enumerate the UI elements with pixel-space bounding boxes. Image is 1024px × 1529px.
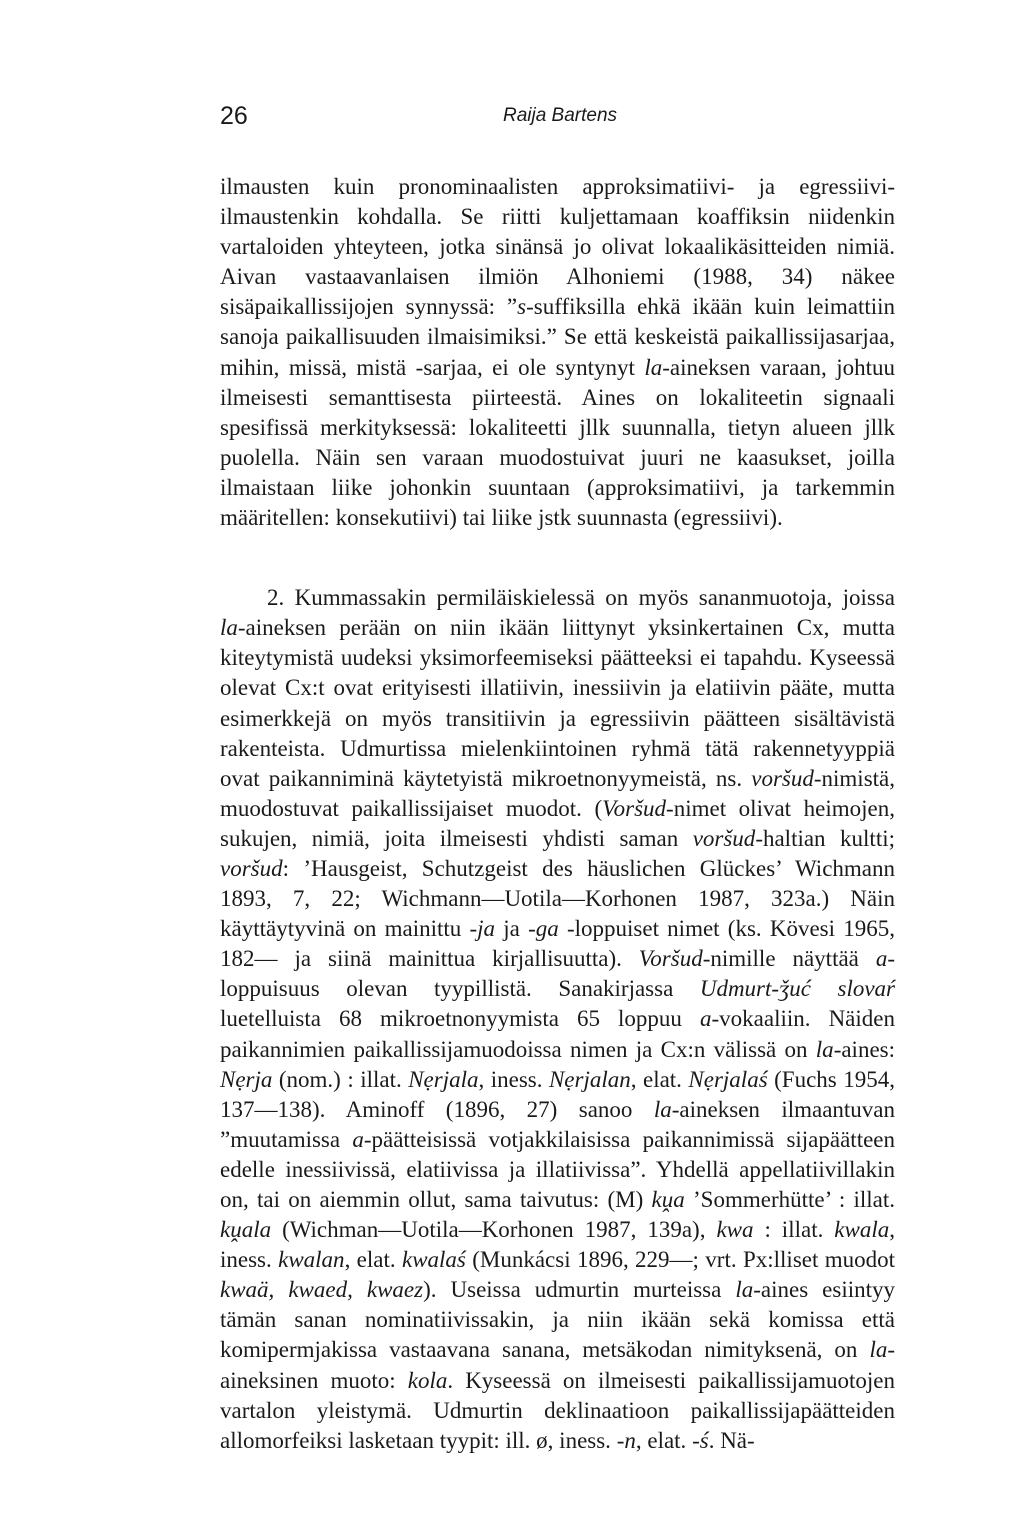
- text-run: -aineksen varaan, johtuu ilmeisesti semanttisesta piirteestä. Aines on lokaliteetin signaali spesifissä merkityksessä: lokaliteetti jllk suunnalla, tietyn alueen jllk puolella. Näin sen varaan muodostuivat juuri ne kaasukset, joilla ilmaistaan liike johonkin suuntaan (approksimatiivi, ja tarkemmin määritellen: konsekutiivi) tai liike jstk suunnasta (egressiivi).: [220, 354, 895, 531]
- italic-run: Nẹrjalan: [548, 1066, 631, 1092]
- text-run: -aineksen ilmaantuvan ”muutamissa: [220, 1096, 895, 1152]
- text-run: , elat.: [630, 1066, 689, 1092]
- italic-run: la: [735, 1277, 754, 1303]
- text-run: -vokaaliin. Näiden paikannimien paikallissijamuodoissa nimen ja Cx:n välissä on: [220, 1006, 895, 1062]
- paragraph-1: [220, 172, 895, 533]
- text-run: Kummassakin permiläiskielessä on myös sananmuotoja, joissa: [284, 585, 895, 611]
- text-run: , elat.: [635, 1427, 693, 1453]
- page-number: 26: [220, 102, 248, 130]
- italic-run: Voršud: [602, 795, 667, 821]
- text-run: (Fuchs 1954, 137—138). Aminoff (1896, 27) sanoo: [220, 1066, 895, 1122]
- italic-run: -ja: [469, 916, 496, 942]
- text-run: , iness.: [220, 1217, 895, 1273]
- section-number: 2.: [267, 585, 285, 611]
- text-run: -loppuiset nimet (ks. Kövesi 1965, 182— ja siinä mainittua kirjallisuutta).: [220, 916, 895, 972]
- text-run: (Wichman—Uotila—Korhonen 1987, 139a),: [271, 1217, 717, 1243]
- text-run: ilmausten kuin pronominaalisten approksimatiivi- ja egressiivi-ilmaustenkin kohdalla. Se riitti kuljettamaan koaffiksin niidenkin vartaloiden yhteyteen, jotka sinänsä jo olivat lokaalikäsitteiden nimiä. Aivan vastaavanlaisen ilmiön Alhoniemi (1988, 34) näkee sisäpaikallissijojen synnyssä: ”: [220, 174, 895, 320]
- italic-run: -ga: [528, 916, 559, 942]
- text-run: ’Sommerhütte’ : illat.: [684, 1187, 895, 1212]
- text-run: -nimet olivat heimojen, sukujen, nimiä, joita ilmeisesti yhdisti saman: [220, 795, 896, 851]
- text-run: -aines esiintyy tämän sanan nominatiivissakin, ja niin ikään sekä komissa että komipermjakissa vastaavana sanana, metsäkodan nimityksenä, on: [220, 1277, 896, 1363]
- text-run: (nom.) : illat.: [272, 1066, 409, 1092]
- text-run: (Munkácsi 1896, 229—; vrt. Px:lliset muodot: [465, 1247, 895, 1273]
- italic-run: kwaä, kwaed, kwaez: [220, 1277, 424, 1303]
- text-run: ja: [495, 916, 529, 942]
- text-run: -aineksinen muoto:: [220, 1337, 895, 1393]
- text-run: -aines:: [833, 1036, 895, 1062]
- text-run: -aineksen perään on niin ikään liittynyt yksinkertainen Cx, mutta kiteytymistä uudeksi yksimorfeemiseksi päätteeksi ei tapahdu. Kyseessä olevat Cx:t ovat erityisesti illatiivin, inessiivin ja elatiivin pääte, mutta esimerkkejä on myös transitiivin ja egressiivin päätteen sisältävistä rakenteista. Udmurtissa mielenkiintoinen ryhmä tätä rakennetyyppiä ovat paikanniminä käytetyistä mikroetnonyymeistä, ns.: [220, 615, 895, 791]
- text-run: -loppuisuus olevan tyypillistä. Sanakirjassa: [220, 946, 895, 1002]
- italic-run: kwa: [716, 1217, 754, 1243]
- italic-run: kṷa: [651, 1187, 685, 1212]
- body-text: [220, 172, 895, 1456]
- text-run: : ’Hausgeist, Schutzgeist des häuslichen Glückes’ Wichmann 1893, 7, 22; Wichmann—Uotila—Korhonen 1987, 323a.) Näin käyttäytyvinä on mainittu: [220, 855, 895, 942]
- text-run: luetelluista 68 mikroetnonyymista 65 loppuu: [220, 1006, 701, 1032]
- italic-run: -n: [616, 1427, 636, 1453]
- text-run: : illat.: [753, 1217, 835, 1243]
- page-header: [220, 102, 900, 142]
- text-run: -nimille näyttää: [702, 946, 876, 972]
- text-run: -päätteisissä votjakkilaisissa paikannimissä sijapäätteen edelle inessiivissä, elatiivissa ja illatiivissa”. Yhdellä appellatiivillakin on, tai on aiemmin ollut, sama taivutus: (M): [220, 1126, 895, 1212]
- italic-run: la: [815, 1036, 834, 1062]
- italic-run: voršud: [692, 825, 756, 851]
- italic-run: voršud: [751, 765, 814, 791]
- text-run: . Nä-: [708, 1427, 755, 1453]
- text-run: -nimistä, muodostuvat paikallissijaiset muodot. (: [220, 765, 895, 821]
- italic-run: Voršud: [638, 946, 703, 972]
- italic-run: a: [352, 1126, 364, 1152]
- text-run: , elat.: [344, 1247, 402, 1273]
- italic-run: kwalan: [278, 1247, 345, 1273]
- italic-run: a: [875, 946, 888, 972]
- italic-run: voršud: [220, 855, 283, 881]
- italic-run: Nẹrja: [220, 1066, 273, 1092]
- running-head-author: Raija Bartens: [502, 105, 618, 126]
- italic-run: kwala: [834, 1217, 890, 1243]
- italic-run: la: [653, 1096, 672, 1122]
- italic-run: Udmurt-ǯuć slovaŕ: [699, 976, 895, 1002]
- text-run: , iness.: [478, 1066, 549, 1092]
- italic-run: kola: [407, 1367, 448, 1393]
- italic-run: Nẹrjala: [408, 1066, 479, 1092]
- text-run: -haltian kultti;: [755, 825, 895, 851]
- italic-run: la: [644, 354, 663, 380]
- italic-run: kṷala: [220, 1217, 272, 1243]
- italic-run: -ś: [692, 1427, 709, 1453]
- italic-run: a: [700, 1006, 712, 1032]
- text-run: -suffiksilla ehkä ikään kuin leimattiin sanoja paikallisuuden ilmaisimiksi.” Se että keskeistä paikallissijasarjaa, mihin, missä, mistä -sarjaa, ei ole syntynyt: [220, 294, 896, 380]
- text-run: ). Useissa udmurtin murteissa: [423, 1277, 736, 1303]
- italic-run: Nẹrjalaś: [688, 1066, 768, 1092]
- text-run: . Kyseessä on ilmeisesti paikallissijamuotojen vartalon yleistymä. Udmurtin deklinaatioon paikallissijapäätteiden allomorfeiksi lasketaan tyypit: ill. ø, iness.: [220, 1367, 895, 1453]
- italic-run: s: [517, 294, 527, 320]
- italic-run: la: [220, 615, 238, 641]
- italic-run: la: [869, 1337, 888, 1363]
- italic-run: kwalaś: [401, 1247, 466, 1273]
- paragraph-2: [220, 583, 895, 1456]
